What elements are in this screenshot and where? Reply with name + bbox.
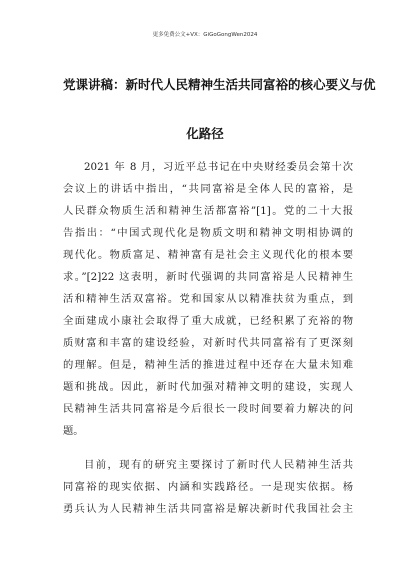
- header-watermark: 更多免费公文+VX：GiGoGongWen2024: [152, 32, 258, 38]
- body-line: 活和精神生活双富裕。党和国家从以精准扶贫为重点，到: [63, 293, 353, 305]
- body-line: 质财富和丰富的建设经验，对新时代共同富裕有了更深刻: [63, 337, 353, 349]
- document-title-line-2: 化路径: [186, 126, 224, 141]
- body-line: 勇兵认为人民精神生活共同富裕是解决新时代我国社会主: [63, 503, 353, 515]
- body-line: 全面建成小康社会取得了重大成就，已经积累了充裕的物: [63, 315, 353, 327]
- body-line: 同富裕的现实依据、内涵和实践路径。一是现实依据。杨: [63, 481, 353, 493]
- body-line: 题。: [63, 425, 84, 437]
- body-line: 求。”[2]22 这表明，新时代强调的共同富裕是人民精神生: [63, 271, 353, 283]
- body-line: 2021 年 8 月，习近平总书记在中央财经委员会第十次: [84, 161, 353, 173]
- body-line: 现代化。物质富足、精神富有是社会主义现代化的根本要: [63, 249, 353, 261]
- body-line: 目前，现有的研究主要探讨了新时代人民精神生活共: [84, 459, 353, 471]
- body-line: 民精神生活共同富裕是今后很长一段时间要着力解决的问: [63, 403, 353, 415]
- document-title-line-1: 党课讲稿：新时代人民精神生活共同富裕的核心要义与优: [63, 77, 376, 92]
- body-line: 会议上的讲话中指出，“共同富裕是全体人民的富裕，是: [63, 183, 353, 195]
- body-line: 人民群众物质生活和精神生活都富裕”[1]。党的二十大报: [63, 205, 353, 217]
- body-line: 告指出：“中国式现代化是物质文明和精神文明相协调的: [63, 227, 353, 239]
- body-line: 题和挑战。因此，新时代加强对精神文明的建设，实现人: [63, 381, 353, 393]
- body-line: 的理解。但是，精神生活的推进过程中还存在大量未知难: [63, 359, 353, 371]
